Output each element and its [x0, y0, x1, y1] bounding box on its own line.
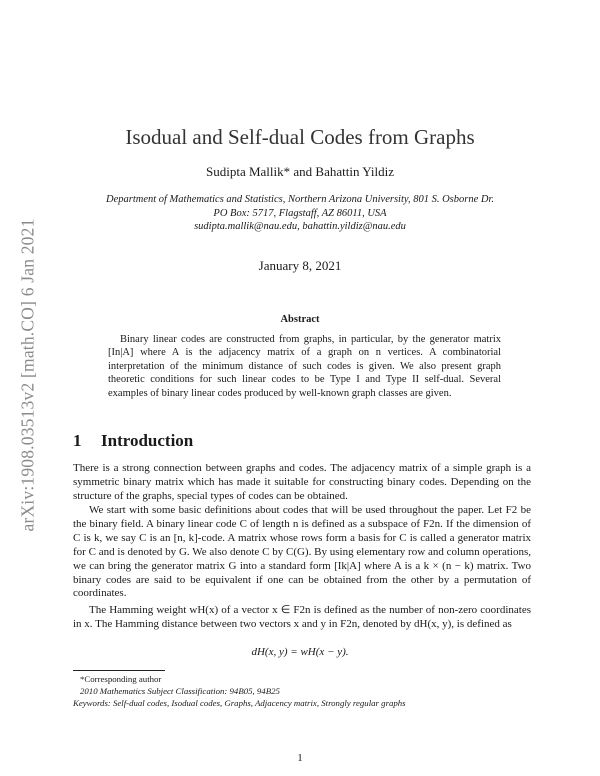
- section-heading: [73, 431, 193, 451]
- abstract-text: Binary linear codes are constructed from graphs, in particular, by the generator matrix [In|A] where A is the adjacency matrix of a graph on n vertices. A combinatorial interpretation of the minimum distance of such codes is given. We also present graph theoretic conditions for such linear codes to be Type I and Type II self-dual. Several examples of binary linear codes produced by well-known graph classes are given.: [108, 334, 501, 399]
- paper-date: January 8, 2021: [258, 258, 342, 273]
- footnote-corresponding-author: *Corresponding author: [80, 674, 162, 684]
- intro-paragraph-1: There is a strong connection between graphs and codes. The adjacency matrix of a simple graph is a symmetric binary matrix which has made it suitable for constructing binary codes. Depending on the structure of the graphs, special types of codes can be obtained.: [73, 462, 531, 502]
- author-emails: sudipta.mallik@nau.edu, bahattin.yildiz@nau.edu: [194, 221, 406, 232]
- intro-paragraph-3: The Hamming weight wH(x) of a vector x ∈ F2n is defined as the number of non-zero coordinates in x. The Hamming distance between two vectors x and y in F2n, denoted by dH(x, y), is defined as: [73, 604, 531, 630]
- intro-paragraph-2: We start with some basic definitions about codes that will be used throughout the paper. Let F2 be the binary field. A binary linear code C of length n is defined as a subspace of F2n. If the dimension of C is k, we say C is an [n, k]-code. A matrix whose rows form a basis for C is called a generator matrix for C and is denoted by G. We also denote C by C(G). By using elementary row and column operations, we can bring the generator matrix G into a standard form [Ik|A] where A is a k × (n − k) matrix. Two binary codes are said to be equivalent if one can be obtained from the other by a permutation of coordinates.: [73, 504, 531, 600]
- hamming-distance-equation: dH(x, y) = wH(x − y).: [251, 646, 349, 658]
- paper-title: Isodual and Self-dual Codes from Graphs: [125, 125, 475, 149]
- page-number: 1: [297, 752, 303, 764]
- affiliation-line-2: PO Box: 5717, Flagstaff, AZ 86011, USA: [213, 208, 387, 219]
- affiliation-line-1: Department of Mathematics and Statistics, Northern Arizona University, 801 S. Osborne Dr.: [105, 194, 494, 205]
- footnote-rule: [73, 670, 165, 671]
- abstract-heading: Abstract: [280, 314, 320, 325]
- paper-authors: Sudipta Mallik* and Bahattin Yildiz: [206, 164, 394, 179]
- section-title: Introduction: [101, 431, 194, 450]
- footnote-keywords: Keywords: Self-dual codes, Isodual codes, Graphs, Adjacency matrix, Strongly regular graphs: [73, 698, 406, 708]
- footnote-msc: 2010 Mathematics Subject Classification: 94B05, 94B25: [80, 686, 280, 696]
- section-number: 1: [73, 431, 82, 450]
- arxiv-stamp-text: arXiv:1908.03513v2 [math.CO] 6 Jan 2021: [17, 218, 38, 532]
- arxiv-identifier-stamp: [14, 180, 42, 570]
